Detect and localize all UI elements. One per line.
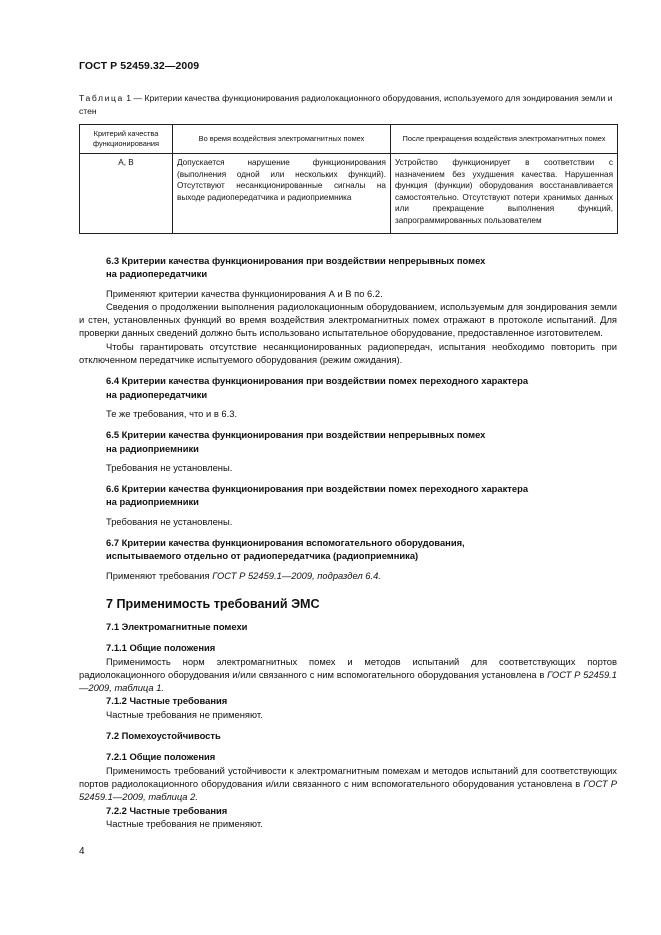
section-6-4-title: 6.4 Критерии качества функционирования при воздействии помех переходного характера на радиопередатчики bbox=[106, 375, 529, 400]
section-7-2-2-title: 7.2.2 Частные требования bbox=[106, 804, 228, 816]
criteria-table bbox=[79, 124, 618, 234]
section-7-1-2-p: Частные требования не применяют. bbox=[106, 708, 263, 720]
section-7-1-1-title: 7.1.1 Общие положения bbox=[106, 642, 216, 654]
section-6-7-title: 6.7 Критерии качества функционирования вспомогательного оборудования, испытываемого отдельно от радиопередатчика (радиоприемника) bbox=[106, 537, 465, 562]
section-6-7-ref: ГОСТ Р 52459.1—2009, подраздел 6.4. bbox=[212, 569, 381, 581]
document-body bbox=[79, 254, 617, 830]
section-6-3-p3: Чтобы гарантировать отсутствие несанкционированных радиопередач, испытания необходимо повторить при отключенном передатчике испытуемого оборудования (режим ожидания). bbox=[79, 340, 617, 366]
document-header: ГОСТ Р 52459.32—2009 bbox=[79, 60, 200, 72]
page-number: 4 bbox=[79, 846, 85, 857]
table-header-row bbox=[80, 125, 618, 154]
table-caption-text: 1 — Критерии качества функционирования радиолокационного оборудования, используемого для зондирования земли и стен bbox=[79, 93, 613, 116]
table-header-after: После прекращения воздействия электромагнитных помех bbox=[391, 125, 618, 154]
section-6-3-p1: Применяют критерии качества функционирования А и В по 6.2. bbox=[106, 287, 383, 299]
table-header-during: Во время воздействия электромагнитных помех bbox=[173, 125, 391, 154]
section-6-7-p1: Применяют требования ГОСТ Р 52459.1—2009, подраздел 6.4. bbox=[106, 569, 381, 581]
section-6-3-p2: Сведения о продолжении выполнения радиолокационным оборудованием, используемым для зондирования земли и стен, установленных функций во время воздействия электромагнитных помех отражают в протоколе испытаний. Для проверки данных сведений должно быть использовано испытательное оборудование, предоставленное изготовителем. bbox=[79, 300, 617, 339]
table-caption-label: Таблица bbox=[79, 93, 124, 103]
section-6-3-title: 6.3 Критерии качества функционирования при воздействии непрерывных помех на радиопередатчики bbox=[106, 255, 486, 280]
table-row bbox=[80, 154, 618, 234]
section-7-title: 7 Применимость требований ЭМС bbox=[106, 596, 320, 611]
section-7-2-2-p: Частные требования не применяют. bbox=[106, 817, 263, 829]
section-6-6-title: 6.6 Критерии качества функционирования при воздействии помех переходного характера на радиоприемники bbox=[106, 483, 529, 508]
section-7-1-1-p: Применимость норм электромагнитных помех и методов испытаний для соответствующих портов радиолокационного оборудования и/или связанного с ним вспомогательного оборудования установлена в ГОСТ Р 52459.1—2009, таблица 1. bbox=[79, 655, 617, 694]
section-7-1-title: 7.1 Электромагнитные помехи bbox=[106, 620, 248, 632]
section-7-2-title: 7.2 Помехоустойчивость bbox=[106, 730, 221, 742]
section-7-1-2-title: 7.1.2 Частные требования bbox=[106, 695, 228, 707]
table-cell-after: Устройство функционирует в соответствии с назначением без ухудшения качества. Нарушенная функция (функции) оборудования восстанавливается самостоятельно. Отсутствуют потери хранимых данных или прекращение выполнения функций, запрограммированных пользователем bbox=[391, 154, 618, 234]
section-6-5-title: 6.5 Критерии качества функционирования при воздействии непрерывных помех на радиоприемники bbox=[106, 429, 486, 454]
section-6-4-p1: Те же требования, что и в 6.3. bbox=[106, 407, 238, 419]
table-cell-during: Допускается нарушение функционирования (выполнения одной или нескольких функций). Отсутствуют несанкционированные сигналы на выходе радиопередатчика и радиоприемника bbox=[173, 154, 391, 234]
section-6-5-p1: Требования не установлены. bbox=[106, 461, 233, 473]
table-cell-criterion: А, В bbox=[80, 154, 173, 234]
section-7-2-1-ref: ГОСТ Р 52459.1—2009, таблица 2. bbox=[79, 777, 617, 803]
section-7-2-1-p: Применимость требований устойчивости к электромагнитным помехам и методов испытаний для соответствующих портов радиолокационного оборудования и/или связанного с ним вспомогательного оборудования установлена в ГОСТ Р 52459.1—2009, таблица 2. bbox=[79, 764, 617, 803]
section-6-6-p1: Требования не установлены. bbox=[106, 515, 233, 527]
table-header-criterion: Критерий качества функционирования bbox=[80, 125, 173, 154]
table-caption bbox=[79, 92, 617, 117]
section-7-2-1-title: 7.2.1 Общие положения bbox=[106, 751, 216, 763]
section-7-1-1-ref: ГОСТ Р 52459.1—2009, таблица 1. bbox=[79, 668, 617, 694]
